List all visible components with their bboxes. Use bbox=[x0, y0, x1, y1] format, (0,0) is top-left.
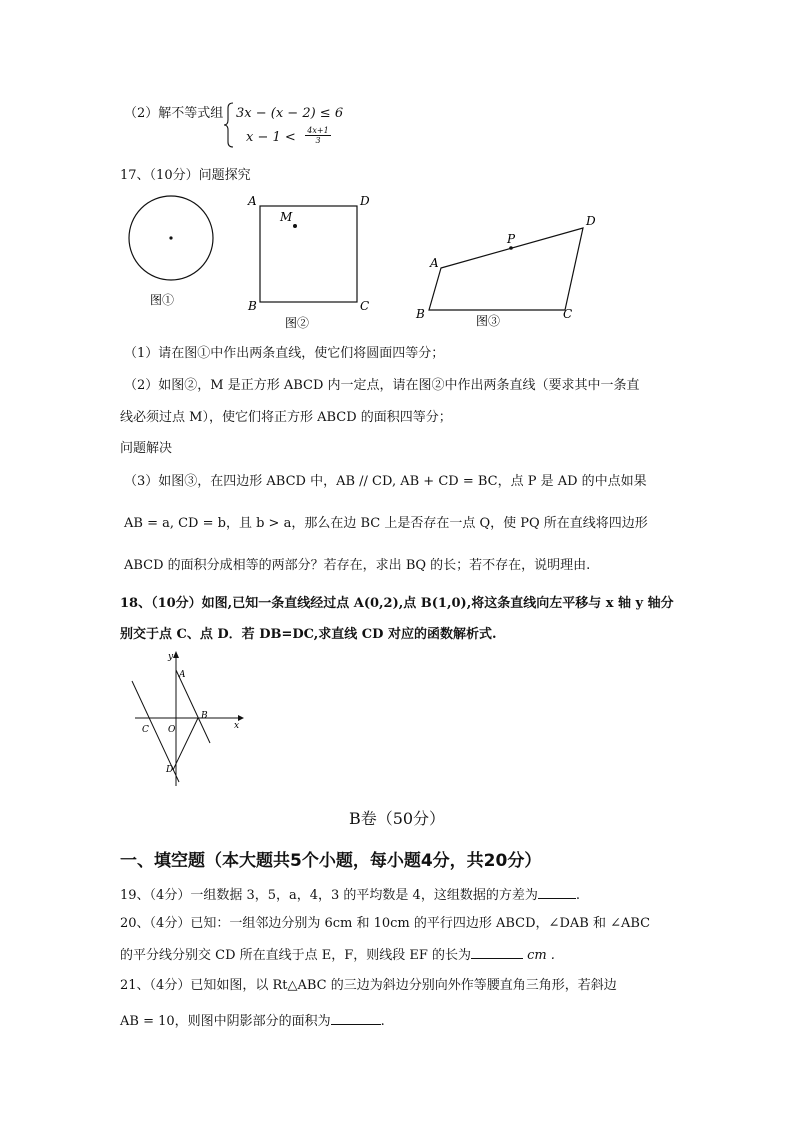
fig3-label-a: A bbox=[430, 256, 439, 270]
fig3-label-d: D bbox=[586, 214, 596, 228]
q21-answer-blank[interactable] bbox=[331, 1012, 381, 1025]
y-axis-arrow-icon bbox=[173, 651, 179, 658]
fig2-label-c: C bbox=[360, 299, 370, 313]
q18-line1: 18、（10分）如图,已知一条直线经过点 A(0,2),点 B(1,0),将这条直线向左平移与 x 轴 y 轴分 bbox=[120, 596, 674, 611]
label-y: y bbox=[168, 652, 174, 662]
q20-answer-blank[interactable] bbox=[471, 946, 523, 959]
label-c: C bbox=[142, 725, 149, 735]
q19-end: . bbox=[575, 888, 580, 903]
q17-part3-line1: （3）如图③，在四边形 ABCD 中，AB // CD, AB + CD = BC，点 P 是 AD 的中点如果 bbox=[124, 474, 647, 489]
fig3-quadrilateral bbox=[429, 228, 583, 310]
segment-db bbox=[173, 718, 198, 770]
label-d: D bbox=[166, 765, 174, 775]
fig3-label-p: P bbox=[507, 232, 516, 246]
fig2-label-d: D bbox=[360, 194, 370, 208]
brace bbox=[224, 102, 234, 148]
fig2-point-m bbox=[293, 224, 297, 228]
fig2-square bbox=[260, 206, 357, 302]
line-ab bbox=[176, 670, 210, 743]
fraction-numerator: 4x+1 bbox=[305, 126, 331, 136]
label-a: A bbox=[179, 670, 186, 680]
q19-answer-blank[interactable] bbox=[538, 886, 576, 899]
ineq-2-fraction bbox=[305, 126, 331, 145]
q21-end: . bbox=[380, 1014, 385, 1029]
fig2-label-b: B bbox=[248, 299, 257, 313]
q17-part1: （1）请在图①中作出两条直线，使它们将圆面四等分； bbox=[124, 346, 445, 361]
q17-solve-header: 问题解决 bbox=[120, 441, 173, 456]
ineq-2-left: x − 1 < bbox=[246, 130, 296, 145]
q17-part2-line1: （2）如图②，M 是正方形 ABCD 内一定点，请在图②中作出两条直线（要求其中一条直 bbox=[124, 378, 640, 393]
label-b: B bbox=[201, 711, 208, 721]
brace-icon bbox=[224, 102, 234, 148]
q20-unit: cm . bbox=[527, 948, 555, 963]
label-x: x bbox=[234, 721, 240, 731]
q21-line1: 21、（4分）已知如图，以 Rt△ABC 的三边为斜边分别向外作等腰直角三角形，若斜边 bbox=[120, 978, 617, 993]
fig3-label: 图③ bbox=[476, 314, 501, 328]
fig2-label: 图② bbox=[285, 316, 310, 330]
fig1-label: 图① bbox=[150, 293, 175, 307]
q17-part2-line2: 线必须过点 M），使它们将正方形 ABCD 的面积四等分； bbox=[120, 410, 452, 425]
fig3-label-c: C bbox=[563, 307, 573, 321]
fig1-center-dot bbox=[169, 236, 172, 239]
label-o: O bbox=[168, 725, 176, 735]
ineq-1: 3x − (x − 2) ≤ 6 bbox=[236, 106, 344, 121]
fig2-label-m: M bbox=[280, 210, 293, 224]
q20-line1: 20、（4分）已知：一组邻边分别为 6cm 和 10cm 的平行四边形 ABCD，∠DAB 和 ∠ABC bbox=[120, 916, 651, 931]
q20-text: 的平分线分别交 CD 所在直线于点 E，F，则线段 EF 的长为 bbox=[120, 948, 472, 963]
q17-figures bbox=[110, 185, 640, 335]
q21-line2 bbox=[120, 1012, 385, 1030]
q16-part2-label: （2）解不等式组 bbox=[124, 106, 224, 121]
fig3-label-b: B bbox=[416, 307, 425, 321]
section-b-title: B卷（50分） bbox=[348, 809, 446, 828]
section-b-heading: 一、填空题（本大题共5个小题，每小题4分，共20分） bbox=[120, 851, 542, 871]
q17-part3-line3: ABCD 的面积分成相等的两部分？若存在，求出 BQ 的长；若不存在，说明理由. bbox=[124, 558, 591, 573]
q19 bbox=[120, 886, 580, 904]
q17-header: 17、（10分）问题探究 bbox=[120, 168, 251, 183]
fig2-label-a: A bbox=[248, 194, 257, 208]
q19-text: 19、（4分）一组数据 3，5，a，4，3 的平均数是 4，这组数据的方差为 bbox=[120, 888, 538, 903]
q18-line2: 别交于点 C、点 D．若 DB=DC,求直线 CD 对应的函数解析式. bbox=[120, 627, 497, 642]
q17-part3-line2: AB = a, CD = b，且 b > a，那么在边 BC 上是否存在一点 Q，使 PQ 所在直线将四边形 bbox=[124, 516, 648, 531]
fig3-point-p bbox=[509, 246, 513, 250]
q20-line2 bbox=[120, 946, 555, 964]
q21-text: AB = 10，则图中阴影部分的面积为 bbox=[120, 1014, 331, 1029]
fraction-denominator: 3 bbox=[315, 136, 321, 145]
q18-coordinate-figure bbox=[120, 648, 250, 790]
